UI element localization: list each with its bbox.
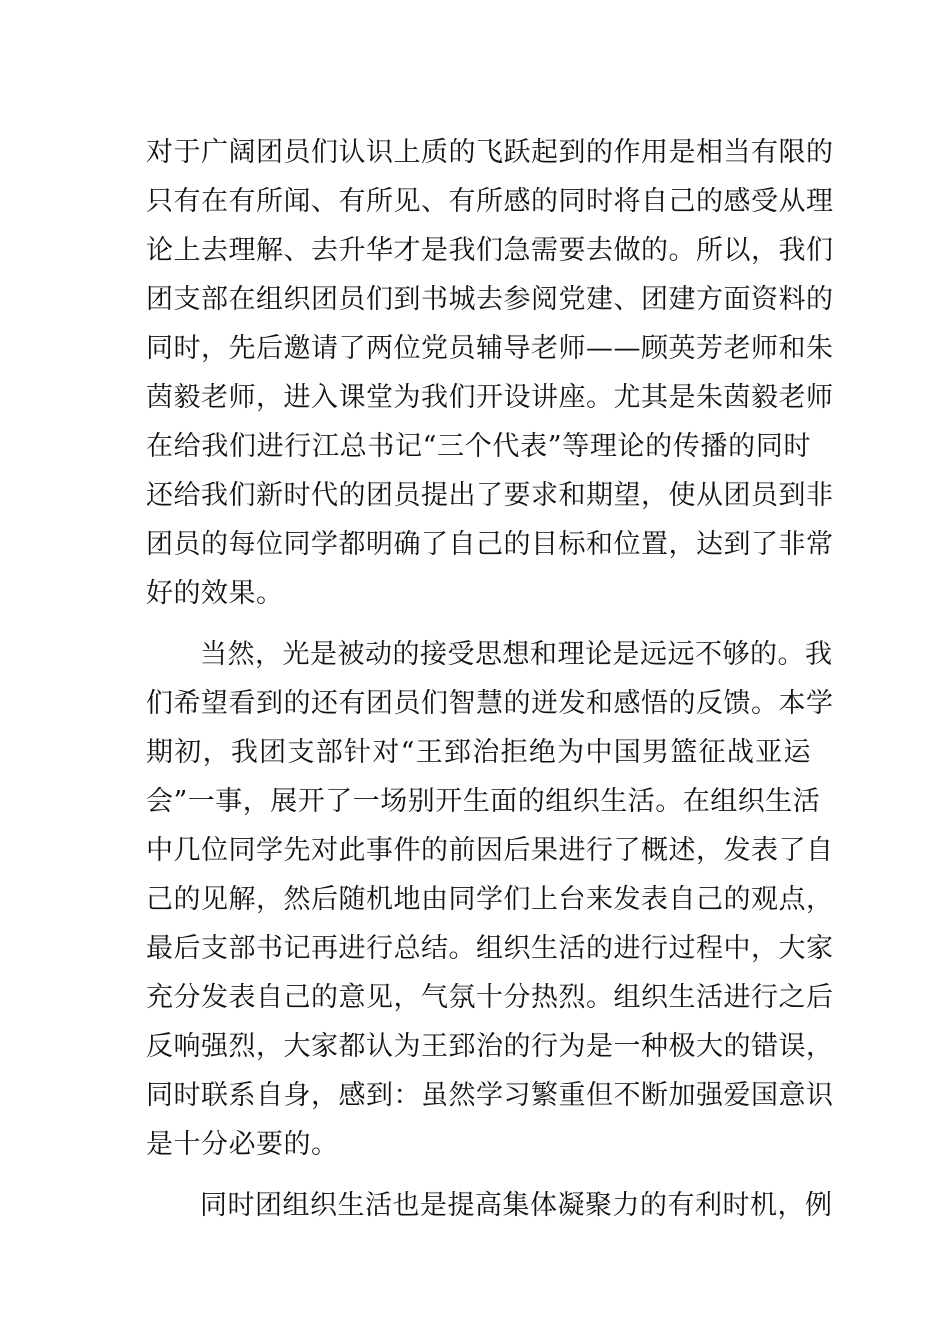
- text-line: 茵毅老师，进入课堂为我们开设讲座。尤其是朱茵毅老师: [146, 382, 834, 413]
- text-line: 好的效果。: [146, 578, 284, 609]
- text-line: 还给我们新时代的团员提出了要求和期望，使从团员到非: [146, 480, 834, 511]
- paragraph-2: [146, 630, 834, 1169]
- paragraph-3: [146, 1181, 833, 1230]
- text-line: 们希望看到的还有团员们智慧的迸发和感悟的反馈。本学: [146, 688, 834, 719]
- body-text: [146, 128, 834, 1230]
- text-line: 期初，我团支部针对“王郅治拒绝为中国男篮征战亚运: [146, 737, 811, 768]
- text-line: 只有在有所闻、有所见、有所感的同时将自己的感受从理: [146, 186, 834, 217]
- text-line: 团支部在组织团员们到书城去参阅党建、团建方面资料的: [146, 284, 834, 315]
- text-line: 是十分必要的。: [146, 1129, 339, 1160]
- text-line: 同时团组织生活也是提高集体凝聚力的有利时机，例: [200, 1190, 833, 1221]
- paragraph-gap: [146, 618, 811, 630]
- text-line: 中几位同学先对此事件的前因后果进行了概述，发表了自: [146, 835, 834, 866]
- text-line: 对于广阔团员们认识上质的飞跃起到的作用是相当有限的: [146, 137, 834, 168]
- text-line: 最后支部书记再进行总结。组织生活的进行过程中，大家: [146, 933, 834, 964]
- text-line: 同时，先后邀请了两位党员辅导老师——顾英芳老师和朱: [146, 333, 834, 364]
- text-line: 己的见解，然后随机地由同学们上台来发表自己的观点，: [146, 884, 834, 915]
- text-line: 充分发表自己的意见，气氛十分热烈。组织生活进行之后: [146, 982, 834, 1013]
- text-line: 团员的每位同学都明确了自己的目标和位置，达到了非常: [146, 529, 834, 560]
- text-line: 在给我们进行江总书记“三个代表”等理论的传播的同时: [146, 431, 811, 462]
- text-line: 反响强烈，大家都认为王郅治的行为是一种极大的错误，: [146, 1031, 834, 1062]
- paragraph-1: [146, 128, 834, 618]
- text-line: 论上去理解、去升华才是我们急需要去做的。所以，我们: [146, 235, 834, 266]
- text-line: 会”一事，展开了一场别开生面的组织生活。在组织生活: [146, 786, 821, 817]
- paragraph-gap: [146, 1169, 811, 1181]
- text-line: 当然，光是被动的接受思想和理论是远远不够的。我: [200, 639, 833, 670]
- text-line: 同时联系自身，感到：虽然学习繁重但不断加强爱国意识: [146, 1080, 834, 1111]
